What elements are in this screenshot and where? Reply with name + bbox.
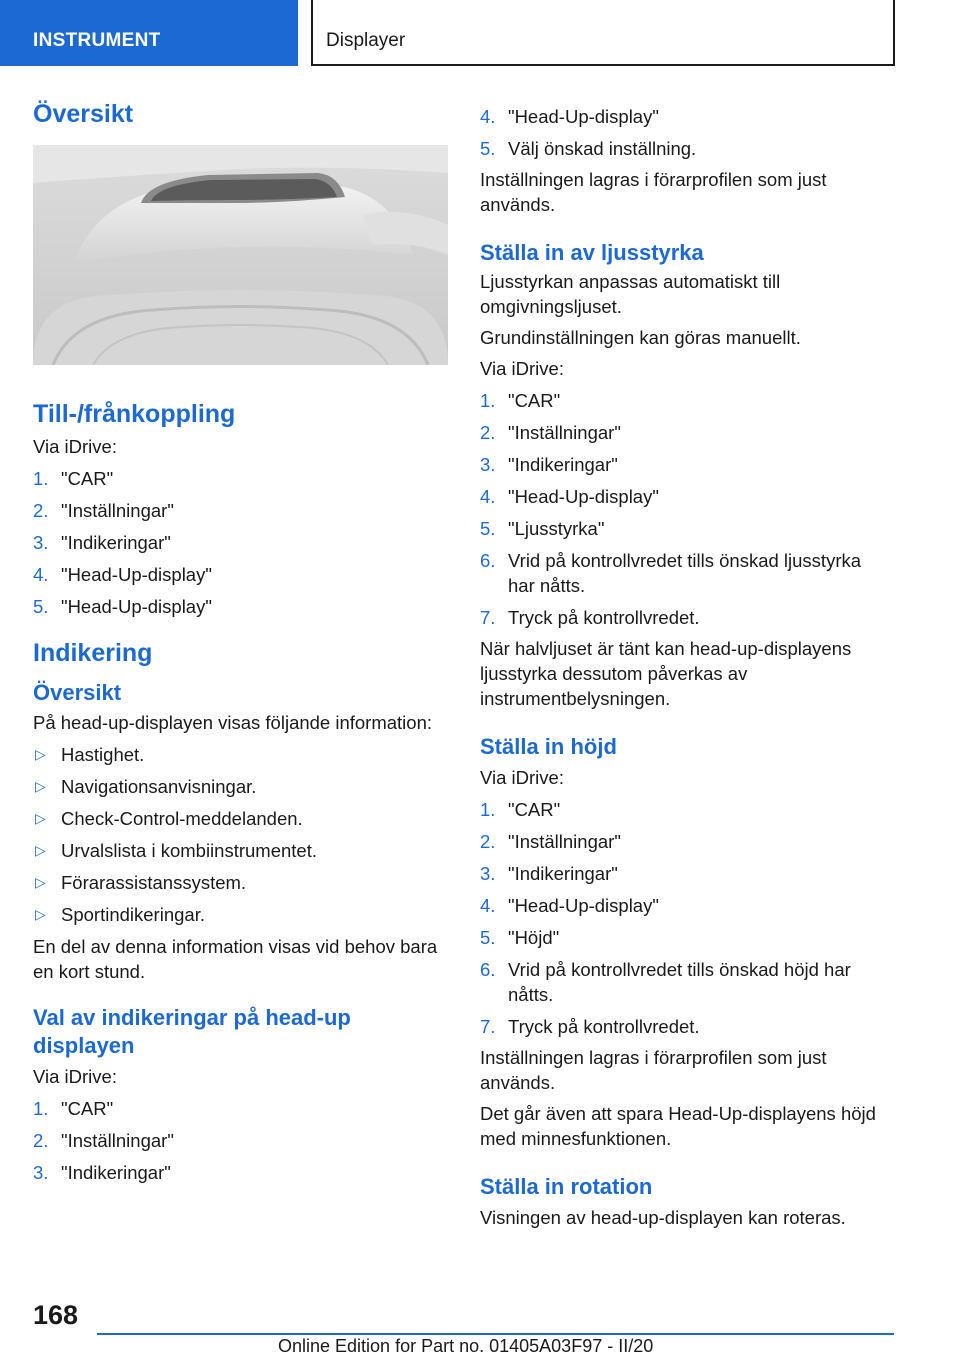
indication-subheading: Översikt (33, 680, 122, 705)
head-up-display-photo (33, 145, 448, 365)
list-item: 3. "Indikeringar" (480, 863, 618, 884)
brightness-p1: Ljusstyrkan anpassas automatiskt till omgivningsljuset. (480, 271, 781, 317)
list-item: 5. "Höjd" (480, 927, 560, 948)
indication-heading: Indikering (33, 639, 153, 667)
selection-heading: Val av indikeringar på head-up displayen (33, 1005, 351, 1058)
section-tab (0, 0, 298, 66)
list-item: 2. "Inställningar" (33, 500, 174, 521)
list-item: 7. Tryck på kontrollvredet. (480, 607, 700, 628)
height-steps (480, 797, 892, 1039)
height-note1: Inställningen lagras i förarprofilen som just används. (480, 1047, 827, 1093)
list-item: 5. Välj önskad inställning. (480, 138, 697, 159)
page-number: 168 (33, 1300, 79, 1330)
list-item: 7. Tryck på kontrollvredet. (480, 1016, 700, 1037)
list-item: 1. "CAR" (480, 390, 561, 411)
list-item: 2. "Inställningar" (33, 1130, 174, 1151)
list-item: 1. "CAR" (33, 1098, 114, 1119)
list-item: 2. "Inställningar" (480, 831, 621, 852)
list-item: ▷ Förarassistanssystem. (35, 872, 247, 893)
list-item: 3. "Indikeringar" (33, 1162, 171, 1183)
triangle-bullet-icon: ▷ (35, 778, 46, 794)
section-title: INSTRUMENT (33, 30, 161, 51)
rotation-text: Visningen av head-up-displayen kan roteras. (480, 1207, 846, 1228)
list-item: 4. "Head-Up-display" (480, 895, 659, 916)
indication-intro: På head-up-displayen visas följande information: (33, 712, 433, 733)
selection-steps-continued (480, 104, 892, 161)
height-heading: Ställa in höjd (480, 734, 617, 759)
list-item: ▷ Hastighet. (35, 744, 145, 765)
footer-rule (97, 1333, 894, 1335)
chapter-tab (311, 0, 895, 66)
left-column (33, 98, 448, 1185)
list-item: 5. "Ljusstyrka" (480, 518, 605, 539)
list-item: 3. "Indikeringar" (33, 532, 171, 553)
list-item: ▷ Navigationsanvisningar. (35, 776, 257, 797)
height-via: Via iDrive: (480, 767, 564, 788)
height-note2: Det går även att spara Head-Up-displayens höjd med minnesfunktionen. (480, 1103, 876, 1149)
brightness-heading: Ställa in av ljusstyrka (480, 240, 704, 265)
list-item: 3. "Indikeringar" (480, 454, 618, 475)
right-column (480, 104, 892, 1230)
triangle-bullet-icon: ▷ (35, 842, 46, 858)
triangle-bullet-icon: ▷ (35, 810, 46, 826)
onoff-via: Via iDrive: (33, 436, 117, 457)
indication-note: En del av denna information visas vid behov bara en kort stund. (33, 936, 438, 982)
chapter-title: Displayer (326, 30, 406, 51)
brightness-note: När halvljuset är tänt kan head-up-displayens ljusstyrka dessutom påverkas av instrumentbelysningen. (480, 638, 852, 709)
triangle-bullet-icon: ▷ (35, 746, 46, 762)
list-item: 1. "CAR" (480, 799, 561, 820)
selection-steps (33, 1096, 448, 1185)
overview-heading: Översikt (33, 100, 134, 128)
saved-note: Inställningen lagras i förarprofilen som just används. (480, 169, 827, 215)
triangle-bullet-icon: ▷ (35, 874, 46, 890)
list-item: 4. "Head-Up-display" (480, 106, 659, 127)
list-item: 6. Vrid på kontrollvredet tills önskad ljusstyrka har nåtts. (480, 550, 862, 596)
list-item: ▷ Urvalslista i kombiinstrumentet. (35, 840, 317, 861)
edition-text: Online Edition for Part no. 01405A03F97 - II/20 (278, 1336, 654, 1356)
list-item: 2. "Inställningar" (480, 422, 621, 443)
list-item: 4. "Head-Up-display" (480, 486, 659, 507)
list-item: 5. "Head-Up-display" (33, 596, 212, 617)
triangle-bullet-icon: ▷ (35, 906, 46, 922)
onoff-steps (33, 466, 448, 619)
list-item: ▷ Sportindikeringar. (35, 904, 205, 925)
brightness-steps (480, 388, 892, 630)
list-item: 6. Vrid på kontrollvredet tills önskad höjd har nåtts. (480, 959, 851, 1005)
selection-via: Via iDrive: (33, 1066, 117, 1087)
rotation-heading: Ställa in rotation (480, 1174, 653, 1199)
list-item: 1. "CAR" (33, 468, 114, 489)
brightness-via: Via iDrive: (480, 358, 564, 379)
list-item: 4. "Head-Up-display" (33, 564, 212, 585)
brightness-p2: Grundinställningen kan göras manuellt. (480, 327, 801, 348)
list-item: ▷ Check-Control-meddelanden. (35, 808, 303, 829)
indication-items (33, 742, 448, 927)
onoff-heading: Till-/frånkoppling (33, 400, 236, 428)
